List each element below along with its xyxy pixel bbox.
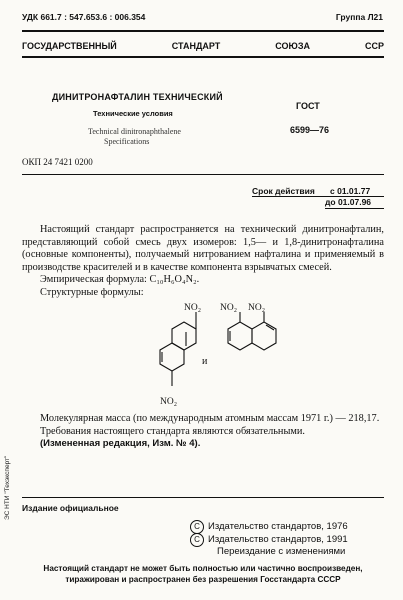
state-standard-banner	[22, 41, 384, 51]
title-rule	[22, 174, 384, 175]
side-stamp: ЭС НТИ "Техэксперт"	[4, 455, 11, 520]
empirical-formula: C₁₀H₆O₄N₂.	[149, 274, 200, 286]
copyright-1976	[190, 520, 348, 534]
no2-right-2: NO₂	[248, 303, 266, 313]
copyright-1991-text: Издательство стандартов, 1991	[208, 534, 348, 545]
okp-code: ОКП 24 7421 0200	[22, 157, 93, 167]
document-subtitle: Технические условия	[93, 109, 173, 118]
validity-to: до 01.07.96	[325, 197, 372, 207]
copyright-1976-text: Издательство стандартов, 1976	[208, 521, 348, 532]
body-text	[22, 224, 384, 300]
validity-from: с 01.01.77	[330, 186, 371, 196]
english-subtitle: Specifications	[104, 137, 150, 146]
no2-bottom-left: NO₂	[160, 397, 178, 407]
official-edition: Издание официальное	[22, 503, 119, 513]
banner-rule	[22, 56, 384, 58]
top-rule	[22, 30, 384, 32]
naphthalene-1-5-dinitro	[160, 312, 196, 386]
no2-right-1: NO₂	[220, 303, 238, 313]
banner-word: СТАНДАРТ	[171, 41, 221, 51]
empirical-formula-line	[22, 274, 384, 287]
reproduction-notice: Настоящий стандарт не может быть полностью или частично воспроизведен, тиражирован и распространен без разрешения Госстандарта СССР	[43, 564, 363, 584]
copyright-icon: C	[190, 533, 204, 547]
banner-word: ГОСУДАРСТВЕННЫЙ	[22, 41, 117, 51]
scope-paragraph: Настоящий стандарт распространяется на технический динитронафталин, представляющий собой смесь двух изомеров: 1,5— и 1,8-динитронафталина (основные компоненты), получаемый нитрованием нафталина и применяемый в производстве красителей и в качестве компонента взрывчатых смесей.	[22, 224, 384, 273]
revision-note: (Измененная редакция, Изм. № 4).	[40, 438, 201, 450]
footer-rule	[22, 497, 384, 498]
copyright-1991	[190, 533, 348, 547]
english-title: Technical dinitronaphthalene	[88, 127, 181, 136]
structural-label: Структурные формулы:	[40, 286, 144, 298]
udk-code: УДК 661.7 : 547.653.6 : 006.354	[22, 12, 146, 22]
molecular-mass: Молекулярная масса (по международным атомным массам 1971 г.) — 218,17.	[40, 413, 380, 424]
reprint-note: Переиздание с изменениями	[217, 546, 346, 557]
empirical-label: Эмпирическая формула:	[40, 274, 150, 286]
structural-formulas	[140, 300, 280, 410]
no2-top-left: NO₂	[184, 303, 202, 313]
banner-word: ССР	[364, 41, 384, 51]
group-code: Группа Л21	[335, 12, 383, 22]
copyright-icon: C	[190, 520, 204, 534]
naphthalene-1-8-dinitro	[228, 312, 276, 350]
molecular-section	[22, 413, 384, 451]
gost-number: 6599—76	[290, 125, 330, 135]
validity-label: Срок действия	[252, 186, 315, 196]
validity-to-underline	[325, 208, 384, 209]
banner-word: СОЮЗА	[275, 41, 310, 51]
and-word: и	[202, 356, 208, 367]
requirements: Требования настоящего стандарта являются обязательными.	[40, 425, 305, 437]
gost-label: ГОСТ	[296, 101, 320, 111]
document-title: ДИНИТРОНАФТАЛИН ТЕХНИЧЕСКИЙ	[52, 92, 223, 102]
